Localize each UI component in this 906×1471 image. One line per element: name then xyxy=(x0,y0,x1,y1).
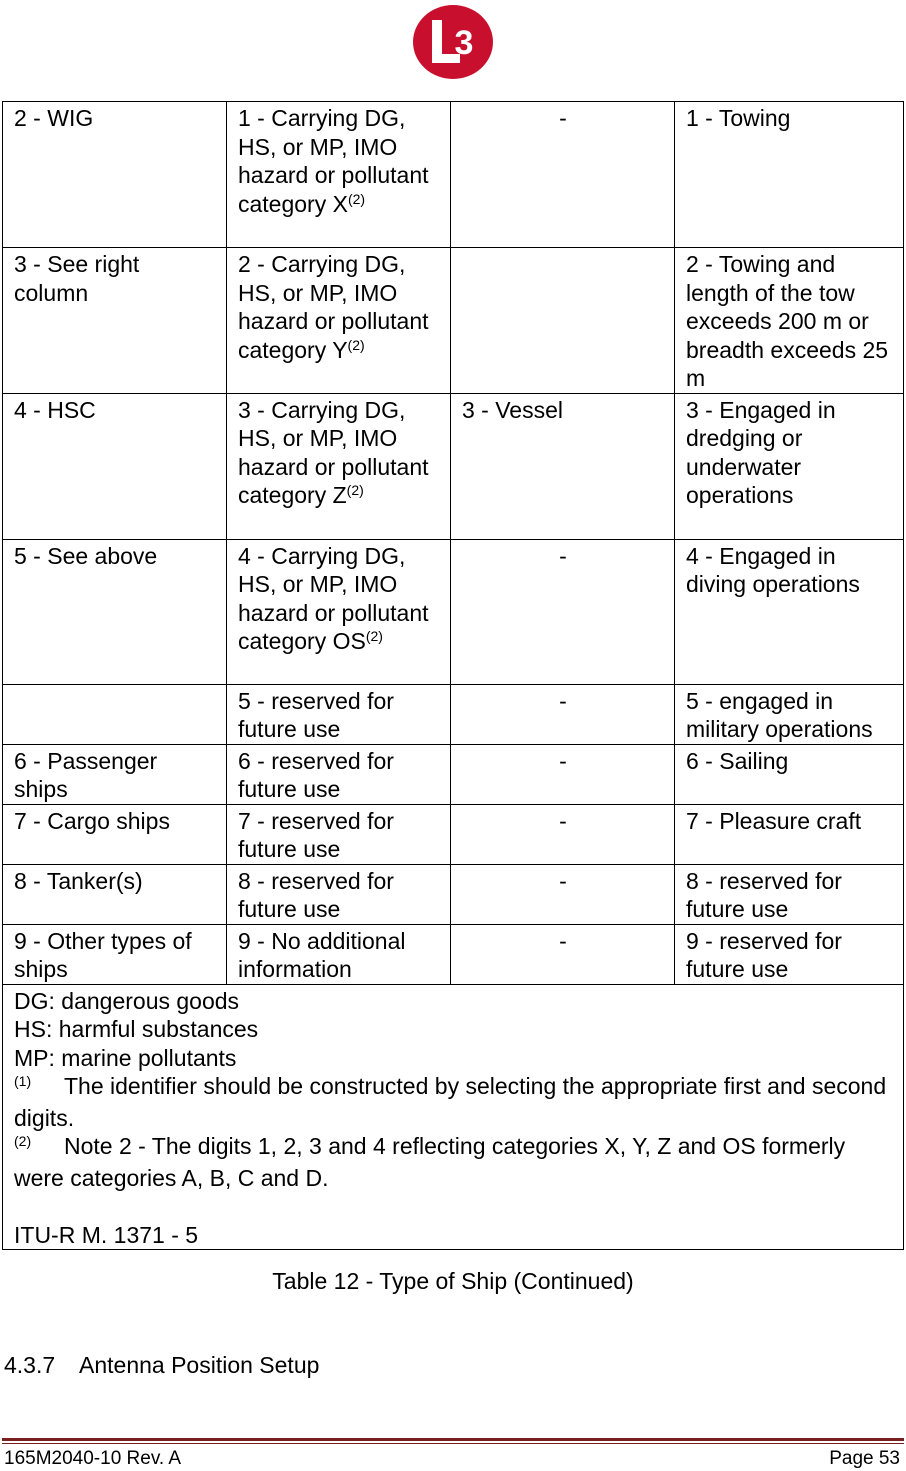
ship-type-table xyxy=(2,101,904,1250)
cell: 1 - Towing xyxy=(675,102,904,248)
cell: 3 - See right column xyxy=(3,248,227,394)
cell: 5 - engaged in military operations xyxy=(675,684,904,744)
table-row xyxy=(3,684,904,744)
cell: 3 - Carrying DG, HS, or MP, IMO hazard or pollutant category $Z^{(2)}$ xyxy=(227,393,451,539)
cell: 9 - No additional information xyxy=(227,924,451,984)
cell: 4 - Carrying DG, HS, or MP, IMO hazard or pollutant category OS$^{(2)}$ xyxy=(227,539,451,684)
footnote-ref: (2) xyxy=(346,482,364,498)
cell: 9 - Other types of ships xyxy=(3,924,227,984)
cell: 8 - reserved for future use xyxy=(675,864,904,924)
table-caption: Table 12 - Type of Ship (Continued) xyxy=(272,1268,634,1294)
cell: 2 - Towing and length of the tow exceeds 200 m or breadth exceeds 25 m xyxy=(675,248,904,394)
footnote-2: (2) Note 2 - The digits 1, 2, 3 and 4 reflecting categories X, Y, Z and OS formerly were categories A, B, C and D. xyxy=(14,1132,893,1192)
footnote-ref: (2) xyxy=(347,190,366,207)
cell: - xyxy=(451,102,675,248)
table-row xyxy=(3,102,904,248)
cell: 3 - Vessel xyxy=(451,393,675,539)
cell: 6 - Sailing xyxy=(675,744,904,804)
note-mp: MP: marine pollutants xyxy=(14,1044,237,1071)
table-row xyxy=(3,393,904,539)
cell: 2 - Carrying DG, HS, or MP, IMO hazard or pollutant category $Y^{(2)}$ xyxy=(227,248,451,394)
footnote-ref: (2) xyxy=(347,336,365,353)
table-row xyxy=(3,924,904,984)
table-row xyxy=(3,864,904,924)
footnote-1: (1) The identifier should be constructed by selecting the appropriate first and second digits. xyxy=(14,1072,893,1132)
cell: - xyxy=(451,924,675,984)
footer-rule-thin xyxy=(2,1443,904,1444)
table-row xyxy=(3,804,904,864)
table-row xyxy=(3,248,904,394)
cell: - xyxy=(451,684,675,744)
cell: - xyxy=(451,864,675,924)
footnote-2-mark: (2) xyxy=(14,1133,32,1149)
cell: 8 - Tanker(s) xyxy=(3,864,227,924)
note-dg: DG: dangerous goods xyxy=(14,987,240,1014)
company-logo xyxy=(412,4,494,80)
footnote-ref: (2) xyxy=(365,628,383,644)
notes-cell xyxy=(3,984,904,1250)
cell: 5 - reserved for future use xyxy=(227,684,451,744)
table-row xyxy=(3,539,904,684)
document-number: 165M2040-10 Rev. A xyxy=(4,1448,182,1469)
section-number: 4.3.7 xyxy=(4,1352,56,1378)
section-title: Antenna Position Setup xyxy=(79,1352,320,1378)
footer-rule xyxy=(2,1438,904,1441)
cell: 8 - reserved for future use xyxy=(227,864,451,924)
cell: 7 - reserved for future use xyxy=(227,804,451,864)
cell: 9 - reserved for future use xyxy=(675,924,904,984)
cell: 3 - Engaged in dredging or underwater operations xyxy=(675,393,904,539)
cell xyxy=(451,248,675,394)
note-reference: ITU-R M. 1371 - 5 xyxy=(14,1221,199,1248)
table-row xyxy=(3,744,904,804)
cell: 4 - HSC xyxy=(3,393,227,539)
cell: 4 - Engaged in diving operations xyxy=(675,539,904,684)
svg-text:3: 3 xyxy=(454,24,474,62)
cell: 7 - Pleasure craft xyxy=(675,804,904,864)
cell: - xyxy=(451,804,675,864)
section-heading xyxy=(4,1352,319,1379)
cell: 1 - Carrying DG, HS, or MP, IMO hazard or pollutant category $X^{(2)}$ xyxy=(227,102,451,248)
cell: 7 - Cargo ships xyxy=(3,804,227,864)
cell: 2 - WIG xyxy=(3,102,227,248)
notes-row xyxy=(3,984,904,1250)
cell: 5 - See above xyxy=(3,539,227,684)
cell: - xyxy=(451,744,675,804)
cell: - xyxy=(451,539,675,684)
cell: 6 - reserved for future use xyxy=(227,744,451,804)
page-number: Page 53 xyxy=(829,1448,900,1469)
note-hs: HS: harmful substances xyxy=(14,1016,259,1042)
footnote-1-mark: (1) xyxy=(14,1073,32,1089)
cell: 6 - Passenger ships xyxy=(3,744,227,804)
cell xyxy=(3,684,227,744)
